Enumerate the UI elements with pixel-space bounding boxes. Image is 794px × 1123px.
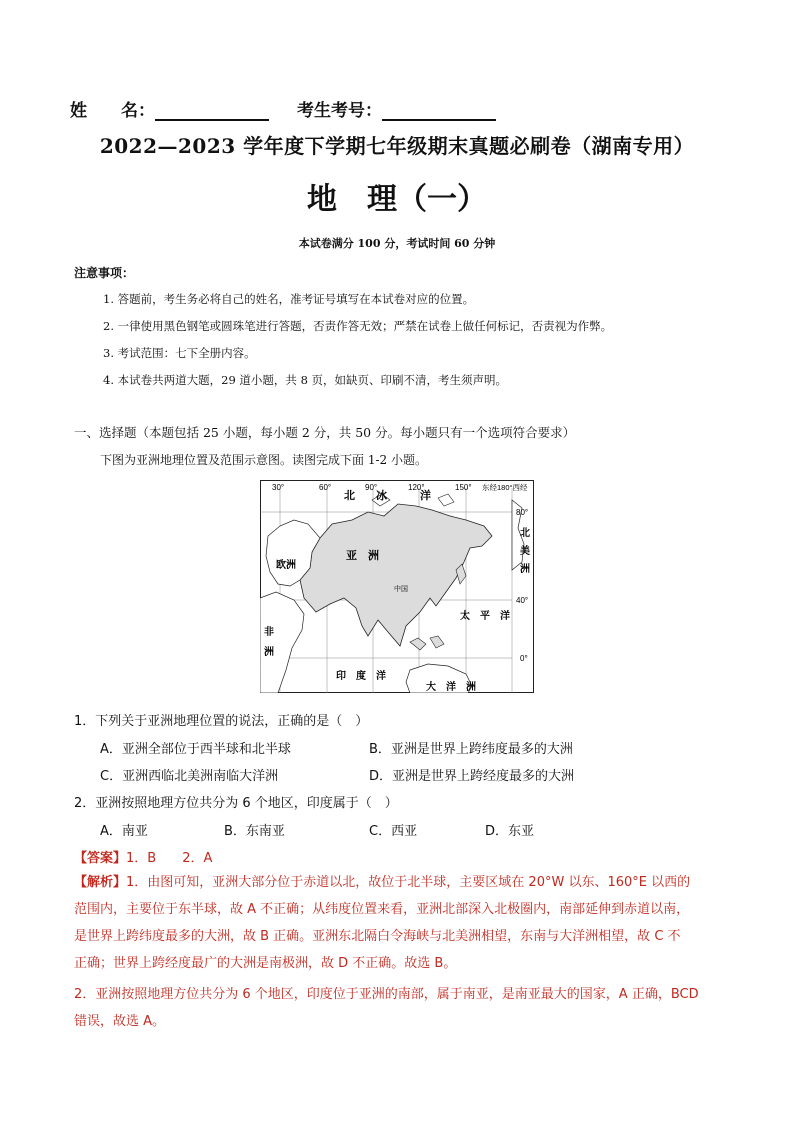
exam-id-blank[interactable] (382, 103, 496, 121)
lon-label: 150° (455, 483, 472, 492)
notice-item: 1. 答题前，考生务必将自己的姓名，准考证号填写在本试卷对应的位置。 (103, 292, 475, 306)
explanation-text: 1．由图可知，亚洲大部分位于赤道以北，故位于北半球，主要区域在 20°W 以东、160°E 以西的 (126, 875, 691, 890)
explanation-line: 2．亚洲按照地理方位共分为 6 个地区，印度位于亚洲的南部，属于南亚，是南亚最大的国家，A 正确，BCD (74, 987, 699, 1002)
question-1-option-c[interactable]: C．亚洲西临北美洲南临大洋洲 (100, 769, 279, 784)
question-2-stem: 2．亚洲按照地理方位共分为 6 个地区，印度属于（ ） (74, 796, 398, 811)
map-label-europe: 欧洲 (276, 560, 296, 571)
student-info-line (70, 96, 524, 121)
question-2-option-b[interactable]: B．东南亚 (224, 824, 285, 839)
lat-label: 0° (520, 654, 528, 663)
map-label-north-america: 北 (520, 528, 530, 539)
lat-label: 80° (516, 508, 529, 517)
map-label-arctic: 洋 (420, 489, 431, 502)
explanation-line: 正确；世界上跨经度最广的大洲是南极洲，故 D 不正确。故选 B。 (74, 956, 457, 971)
answer-row (74, 847, 212, 866)
section-title: 一、选择题（本题包括 25 小题，每小题 2 分，共 50 分。每小题只有一个选项符合要求） (74, 425, 576, 440)
question-2-option-d[interactable]: D．东亚 (485, 824, 535, 839)
exam-id-label: 考生考号： (297, 101, 382, 121)
question-1-stem: 1．下列关于亚洲地理位置的说法，正确的是（ ） (74, 714, 369, 729)
name-label: 姓 名： (70, 101, 155, 121)
notice-item: 4. 本试卷共两道大题，29 道小题，共 8 页，如缺页、印刷不清，考生须声明。 (103, 373, 508, 387)
answer-label: 【答案】 (74, 851, 127, 866)
map-label-indian-ocean: 印 度 洋 (336, 671, 386, 682)
score-info: 本试卷满分 100 分，考试时间 60 分钟 (298, 237, 496, 250)
asia-location-map (260, 480, 534, 693)
map-label-africa: 洲 (264, 647, 274, 658)
question-1-option-d[interactable]: D．亚洲是世界上跨经度最多的大洲 (369, 769, 575, 784)
map-label-north-america: 洲 (520, 564, 530, 575)
explanation-line: 是世界上跨纬度最多的大洲，故 B 正确。亚洲东北隔白令海峡与北美洲相望，东南与大洋洲相望，故 C 不 (74, 929, 681, 944)
lon-label: 30° (272, 483, 285, 492)
notice-heading: 注意事项： (74, 266, 135, 280)
name-blank[interactable] (155, 103, 269, 121)
map-label-north-america: 美 (520, 546, 530, 557)
section-intro: 下图为亚洲地理位置及范围示意图。读图完成下面 1-2 小题。 (100, 453, 427, 467)
answer-text: 1．B 2．A (126, 851, 213, 866)
question-1-option-a[interactable]: A．亚洲全部位于西半球和北半球 (100, 742, 291, 757)
lon-label: 60° (319, 483, 332, 492)
explanation-line: 范围内，主要位于东半球，故 A 不正确；从纬度位置来看，亚洲北部深入北极圈内，南部延伸到赤道以南， (74, 902, 690, 917)
map-label-asia: 亚 洲 (346, 549, 379, 562)
subject-title: 地 理（一） (307, 182, 487, 217)
lon-label: 120° (408, 483, 425, 492)
map-label-oceania: 大 洋 洲 (426, 682, 476, 693)
lat-label: 40° (516, 596, 529, 605)
map-label-arctic: 北 (344, 489, 355, 502)
explanation-line: 错误，故选 A。 (74, 1014, 166, 1029)
question-1-option-b[interactable]: B．亚洲是世界上跨纬度最多的大洲 (369, 742, 573, 757)
explanation-line (74, 870, 730, 897)
lon-label: 东经180°西经 (482, 483, 528, 492)
exam-title: 2022—2023 学年度下学期七年级期末真题必刷卷（湖南专用） (99, 134, 695, 158)
notice-item: 2. 一律使用黑色钢笔或圆珠笔进行答题，否责作答无效；严禁在试卷上做任何标记，否责视为作弊。 (103, 319, 613, 333)
question-2-option-a[interactable]: A．南亚 (100, 824, 148, 839)
map-label-pacific: 太 平 洋 (460, 611, 510, 622)
lon-label: 90° (365, 483, 378, 492)
notice-item: 3. 考试范围：七下全册内容。 (103, 346, 256, 360)
map-label-africa: 非 (264, 627, 274, 638)
map-label-china: 中国 (394, 585, 408, 593)
explanation-label: 【解析】 (74, 875, 127, 890)
map-label-arctic: 冰 (376, 489, 387, 502)
question-2-option-c[interactable]: C．西亚 (369, 824, 418, 839)
